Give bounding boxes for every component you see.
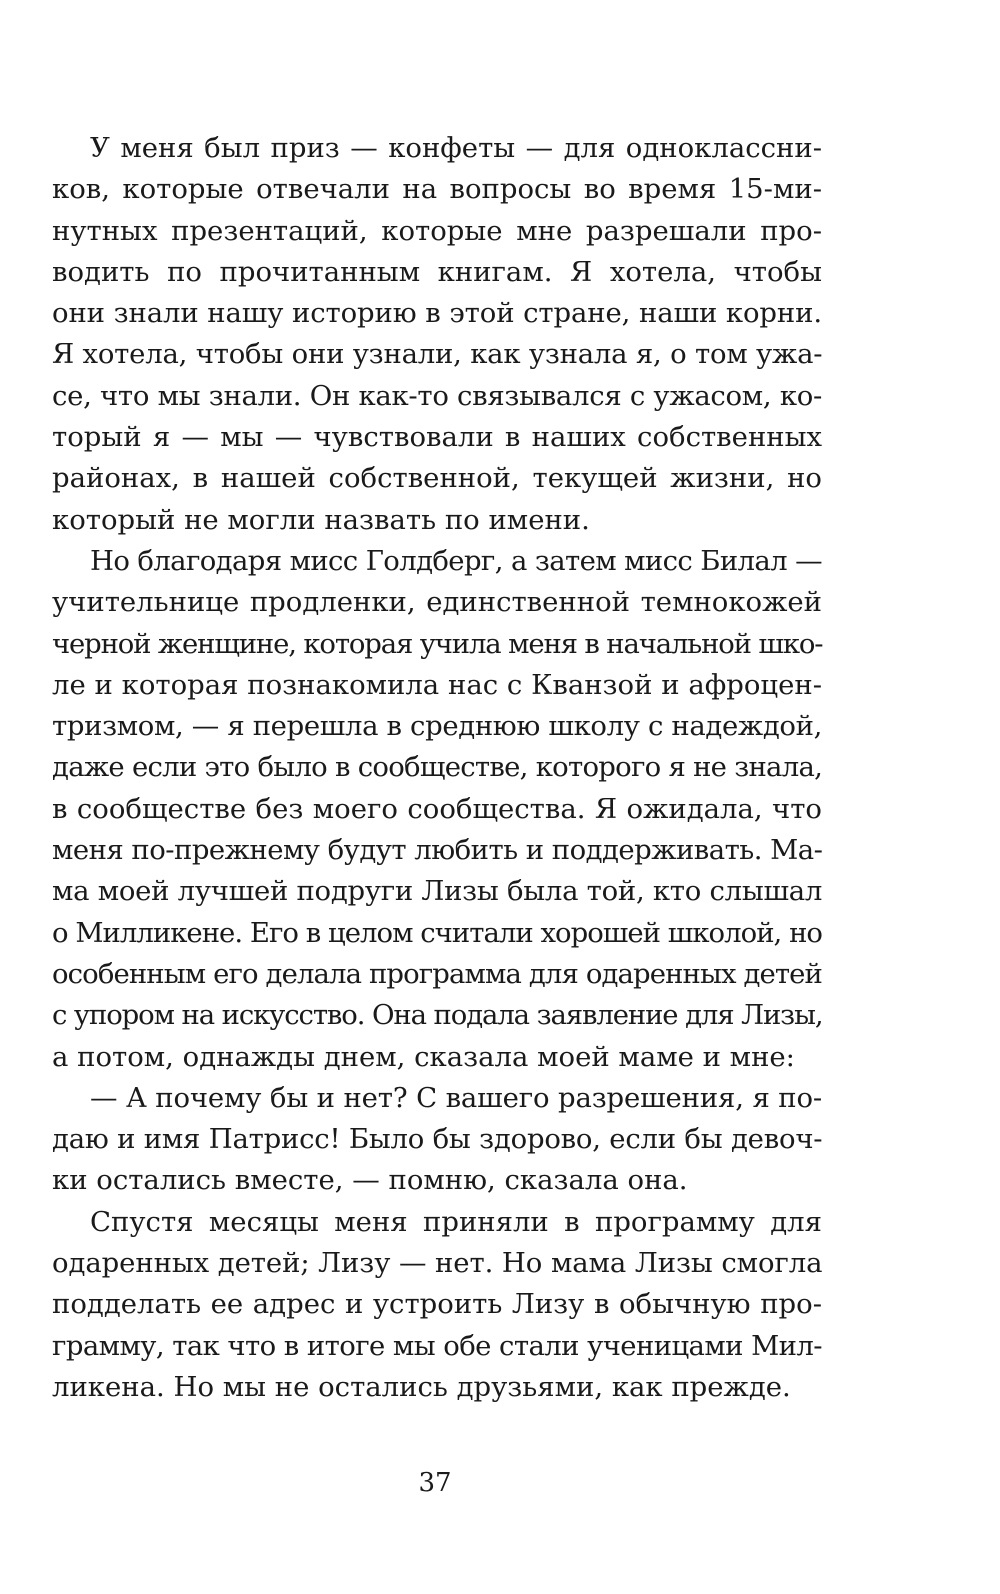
text-line: торый я — мы — чувствовали в наших собственных xyxy=(52,421,822,454)
text-line: с упором на искусство. Она подала заявление для Лизы, xyxy=(52,999,823,1032)
text-line: ликена. Но мы не остались друзьями, как прежде. xyxy=(52,1370,791,1403)
text-line: в сообществе без моего сообщества. Я ожидала, что xyxy=(52,792,822,825)
text-line: меня по-прежнему будут любить и поддерживать. Ма- xyxy=(52,834,823,867)
text-line: грамму, так что в итоге мы обе стали ученицами Мил- xyxy=(52,1329,822,1362)
text-line: нутных презентаций, которые мне разрешали про- xyxy=(52,214,822,247)
text-line: Но благодаря мисс Голдберг, а затем мисс Билал — xyxy=(90,544,822,577)
text-line: даже если это было в сообществе, которого я не знала, xyxy=(52,751,823,784)
text-line: Спустя месяцы меня приняли в программу для xyxy=(90,1205,822,1238)
text-line: о Милликене. Его в целом считали хорошей школой, но xyxy=(52,916,822,949)
text-line: они знали нашу историю в этой стране, наши корни. xyxy=(52,297,822,330)
body-text xyxy=(52,128,822,1408)
text-line: даю и имя Патрисс! Было бы здорово, если бы девоч- xyxy=(52,1123,823,1156)
text-line: черной женщине, которая учила меня в начальной шко- xyxy=(52,627,823,660)
text-line: ле и которая познакомила нас с Кванзой и афроцен- xyxy=(52,668,822,701)
paragraph-3-dialogue xyxy=(52,1078,822,1202)
text-line: се, что мы знали. Он как-то связывался с ужасом, ко- xyxy=(52,379,822,412)
text-line: районах, в нашей собственной, текущей жизни, но xyxy=(52,462,822,495)
text-line: Я хотела, чтобы они узнали, как узнала я, о том ужа- xyxy=(52,338,823,371)
text-line: ма моей лучшей подруги Лизы была той, кто слышал xyxy=(52,875,823,908)
text-line: — А почему бы и нет? С вашего разрешения, я по- xyxy=(90,1081,822,1114)
text-line: ки остались вместе, — помню, сказала она. xyxy=(52,1164,688,1197)
page-number: 37 xyxy=(418,1468,452,1498)
paragraph-2 xyxy=(52,541,822,1078)
text-line: особенным его делала программа для одаренных детей xyxy=(52,957,822,990)
text-line: ков, которые отвечали на вопросы во время 15-ми- xyxy=(52,173,822,206)
text-line: который не могли назвать по имени. xyxy=(52,503,590,536)
text-line: а потом, однажды днем, сказала моей маме и мне: xyxy=(52,1040,795,1073)
text-line: учительнице продленки, единственной темнокожей xyxy=(52,586,822,619)
text-line: водить по прочитанным книгам. Я хотела, чтобы xyxy=(52,255,822,288)
text-line: тризмом, — я перешла в среднюю школу с надеждой, xyxy=(52,710,822,743)
text-line: подделать ее адрес и устроить Лизу в обычную про- xyxy=(52,1288,822,1321)
paragraph-1 xyxy=(52,128,822,541)
text-line: У меня был приз — конфеты — для одноклассни- xyxy=(90,132,822,164)
paragraph-4 xyxy=(52,1202,822,1408)
text-line: одаренных детей; Лизу — нет. Но мама Лизы смогла xyxy=(52,1247,823,1280)
